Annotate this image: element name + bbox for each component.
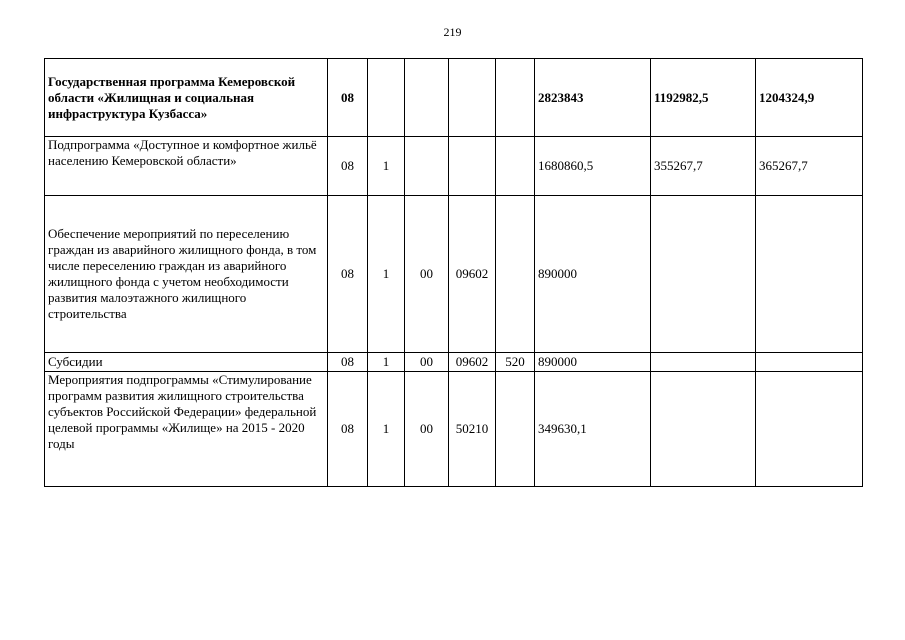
row-name: Субсидии — [45, 353, 328, 372]
table-row — [45, 137, 863, 196]
table-row — [45, 196, 863, 353]
row-code-group — [405, 137, 449, 196]
row-code-group — [405, 59, 449, 137]
table-row — [45, 372, 863, 487]
row-amount-year1: 349630,1 — [535, 372, 651, 487]
row-amount-year1: 1680860,5 — [535, 137, 651, 196]
row-code-group: 00 — [405, 353, 449, 372]
row-code-subprogram: 1 — [368, 353, 405, 372]
row-code-expense-type — [496, 372, 535, 487]
row-code-section: 08 — [328, 372, 368, 487]
row-name: Государственная программа Кемеровской области «Жилищная и социальная инфраструктура Кузбасса» — [45, 59, 328, 137]
row-code-direction: 50210 — [449, 372, 496, 487]
row-amount-year3: 365267,7 — [756, 137, 863, 196]
row-code-direction: 09602 — [449, 353, 496, 372]
row-amount-year3: 1204324,9 — [756, 59, 863, 137]
row-code-expense-type: 520 — [496, 353, 535, 372]
row-amount-year2 — [651, 353, 756, 372]
row-code-direction — [449, 137, 496, 196]
row-code-group: 00 — [405, 372, 449, 487]
row-name: Мероприятия подпрограммы «Стимулирование программ развития жилищного строительства субъектов Российской Федерации» федеральной целевой программы «Жилище» на 2015 - 2020 годы — [45, 372, 328, 487]
row-code-subprogram — [368, 59, 405, 137]
row-amount-year2: 355267,7 — [651, 137, 756, 196]
row-code-subprogram: 1 — [368, 372, 405, 487]
row-code-expense-type — [496, 59, 535, 137]
row-name: Подпрограмма «Доступное и комфортное жильё населению Кемеровской области» — [45, 137, 328, 196]
row-amount-year3 — [756, 372, 863, 487]
row-code-subprogram: 1 — [368, 137, 405, 196]
table-row — [45, 353, 863, 372]
row-code-section: 08 — [328, 137, 368, 196]
row-amount-year3 — [756, 196, 863, 353]
row-code-section: 08 — [328, 196, 368, 353]
row-code-section: 08 — [328, 353, 368, 372]
row-amount-year3 — [756, 353, 863, 372]
row-amount-year1: 890000 — [535, 196, 651, 353]
page-number: 219 — [443, 25, 462, 39]
budget-table — [44, 58, 863, 487]
row-code-section: 08 — [328, 59, 368, 137]
row-name: Обеспечение мероприятий по переселению граждан из аварийного жилищного фонда, в том числе переселению граждан из аварийного жилищного фонда с учетом необходимости развития малоэтажного жилищного строительства — [45, 196, 328, 353]
row-code-subprogram: 1 — [368, 196, 405, 353]
row-code-direction — [449, 59, 496, 137]
row-amount-year1: 890000 — [535, 353, 651, 372]
row-code-expense-type — [496, 196, 535, 353]
row-amount-year2 — [651, 196, 756, 353]
row-code-group: 00 — [405, 196, 449, 353]
table-row — [45, 59, 863, 137]
row-amount-year2: 1192982,5 — [651, 59, 756, 137]
row-code-expense-type — [496, 137, 535, 196]
row-code-direction: 09602 — [449, 196, 496, 353]
row-amount-year1: 2823843 — [535, 59, 651, 137]
row-amount-year2 — [651, 372, 756, 487]
